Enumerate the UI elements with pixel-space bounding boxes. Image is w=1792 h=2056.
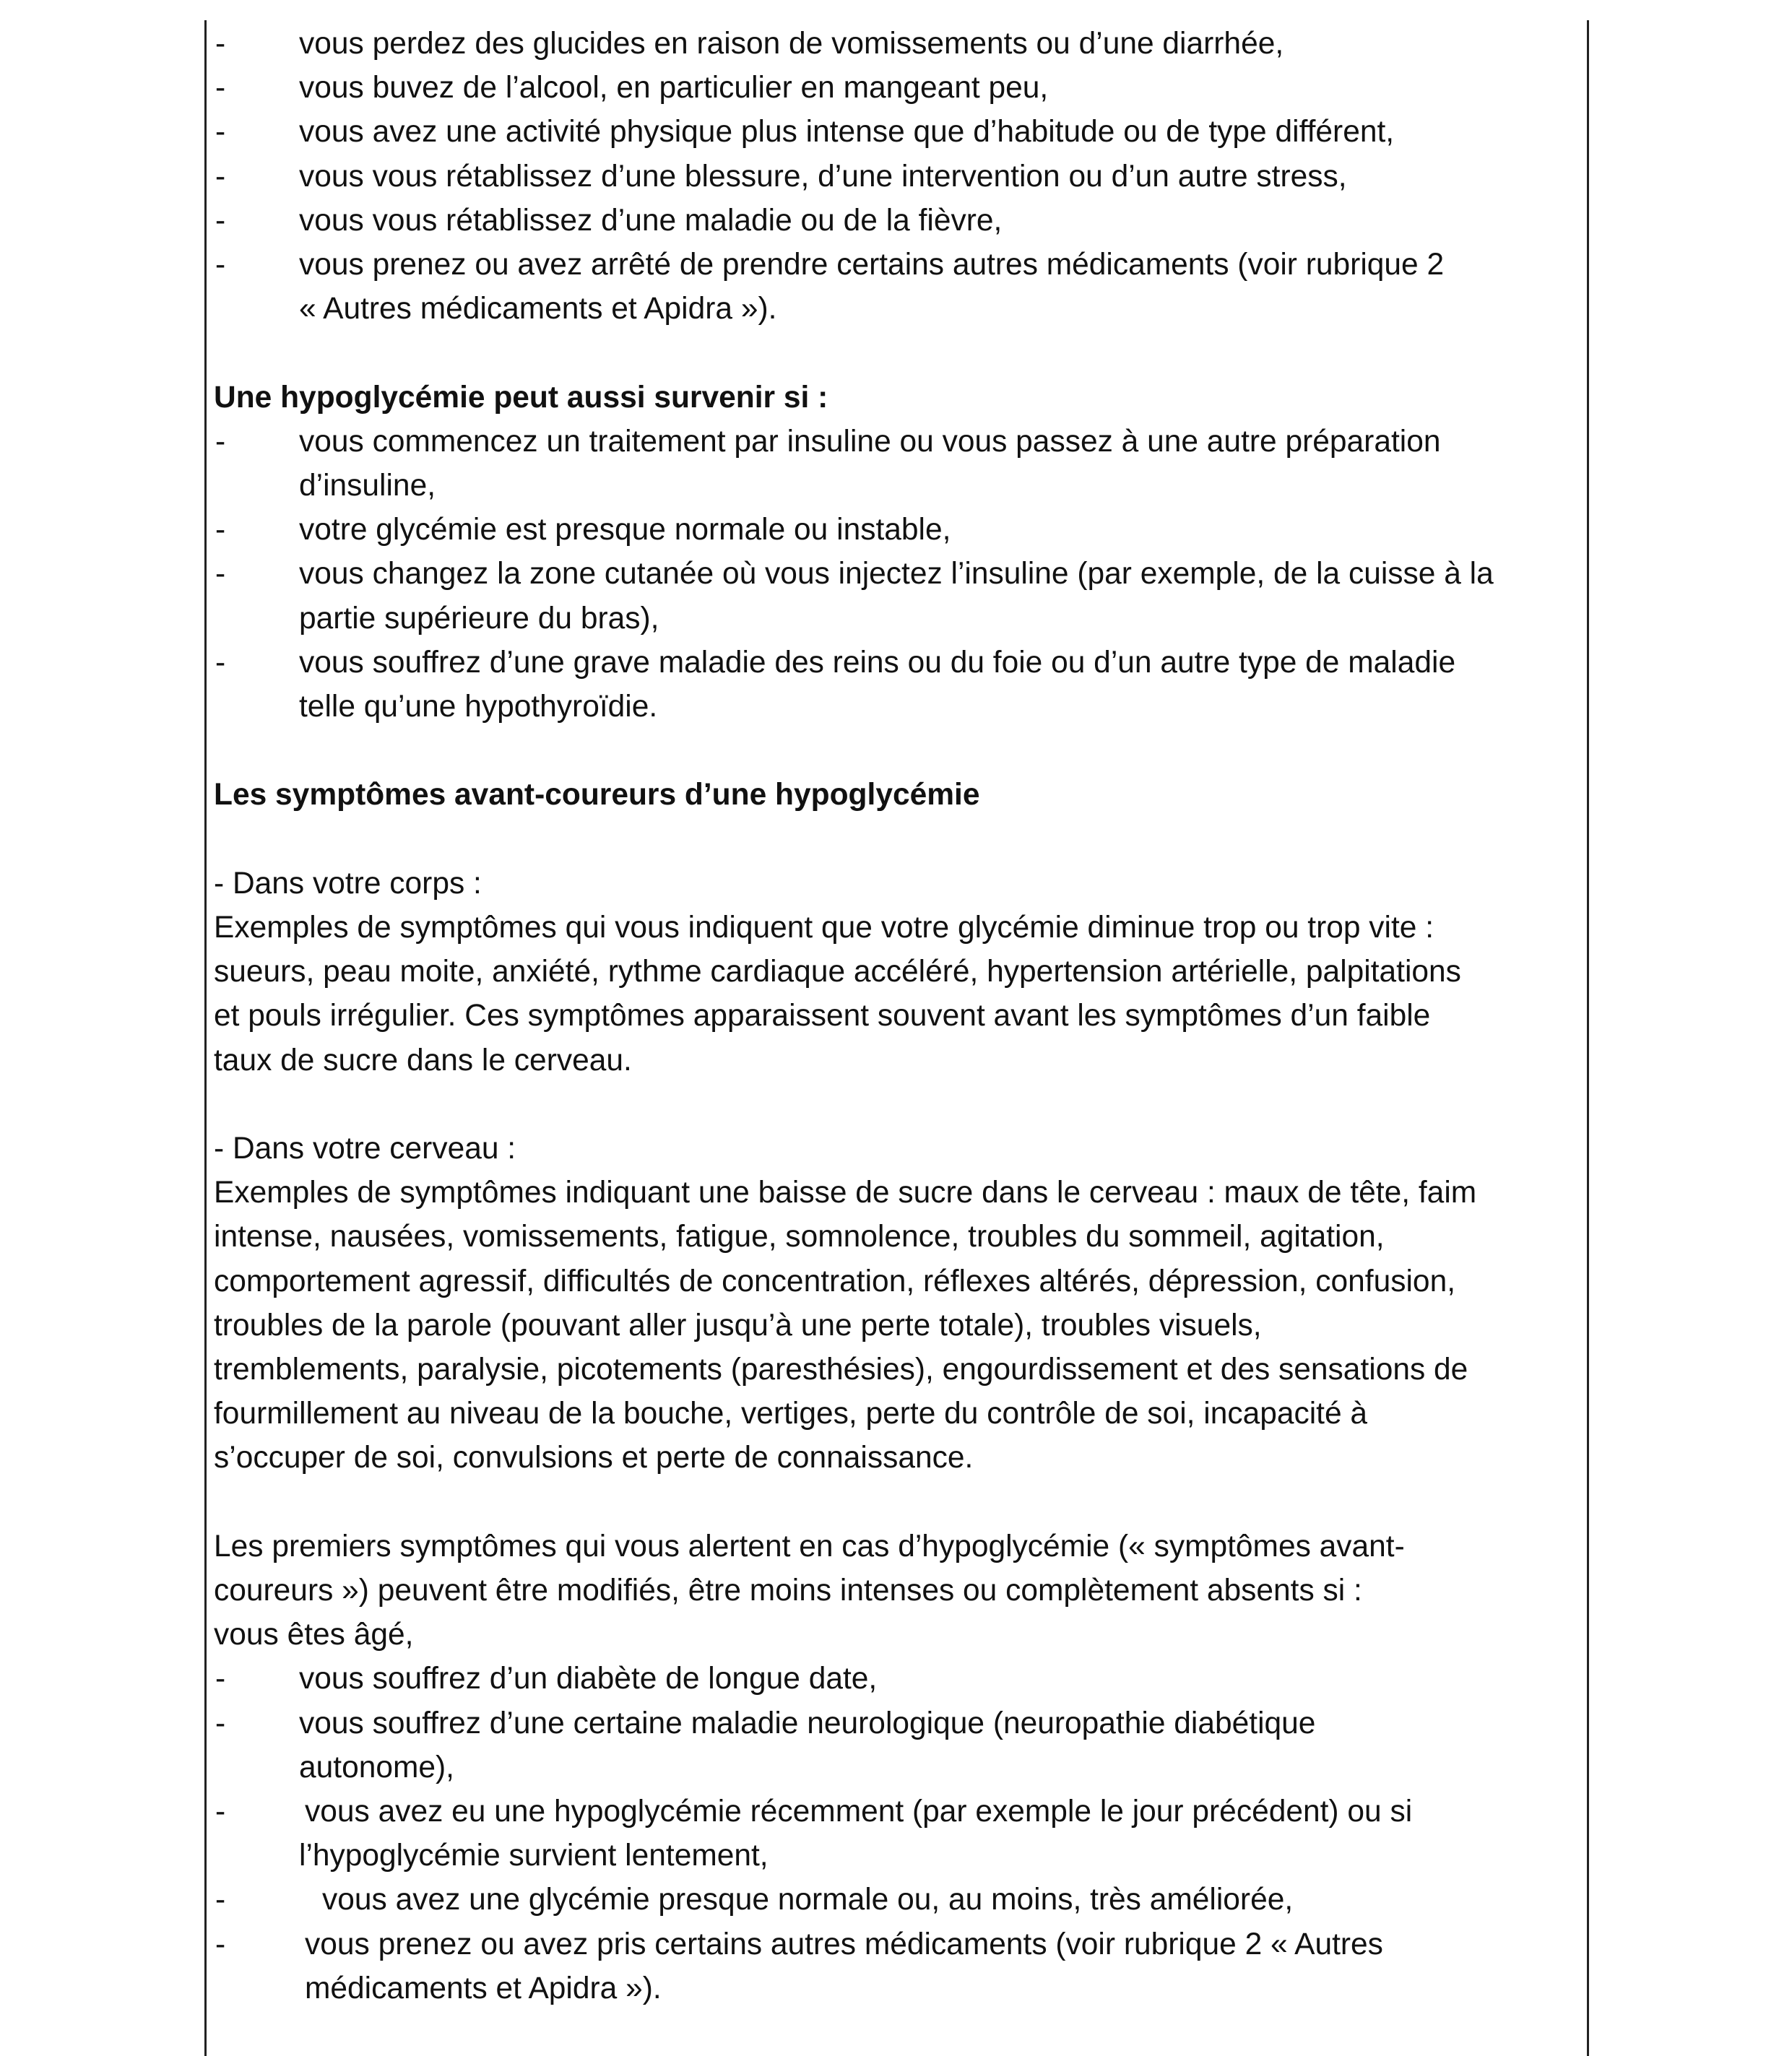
paragraph-line: tremblements, paralysie, picotements (paresthésies), engourdissement et des sensations de — [214, 1353, 1468, 1387]
paragraph-line: - Dans votre corps : — [214, 866, 482, 901]
list-additional-causes — [214, 420, 1583, 729]
list-item-text: vous avez une activité physique plus intense que d’habitude ou de type différent, — [299, 115, 1395, 149]
list-item-text: vous commencez un traitement par insuline ou vous passez à une autre préparation — [299, 424, 1441, 459]
paragraph-line: coureurs ») peuvent être modifiés, être moins intenses ou complètement absents si : — [214, 1574, 1362, 1608]
paragraph-line: s’occuper de soi, convulsions et perte de connaissance. — [214, 1441, 974, 1475]
paragraph-line: troubles de la parole (pouvant aller jusqu’à une perte totale), troubles visuels, — [214, 1308, 1262, 1343]
list-item — [214, 1878, 1583, 1922]
list-item-text: vous avez une glycémie presque normale ou, au moins, très améliorée, — [322, 1883, 1294, 1917]
list-item — [214, 199, 1583, 243]
list-item-text: vous vous rétablissez d’une maladie ou de la fièvre, — [299, 203, 1003, 238]
list-dash: - — [215, 424, 226, 459]
list-dash: - — [215, 203, 226, 238]
list-item — [214, 508, 1583, 552]
list-item — [214, 1657, 1583, 1701]
list-dash: - — [215, 513, 226, 547]
list-item-text: vous souffrez d’un diabète de longue date, — [299, 1662, 878, 1696]
paragraph-body-symptoms — [214, 862, 1583, 1083]
paragraph-line: comportement agressif, difficultés de concentration, réflexes altérés, dépression, confusion, — [214, 1264, 1456, 1298]
list-dash: - — [215, 1662, 226, 1696]
list-dash: - — [215, 1883, 226, 1917]
section-heading: Une hypoglycémie peut aussi survenir si : — [214, 380, 828, 415]
paragraph-line: - Dans votre cerveau : — [214, 1131, 516, 1166]
paragraph-line: Exemples de symptômes qui vous indiquent que votre glycémie diminue trop ou trop vite : — [214, 910, 1434, 945]
paragraph-line: intense, nausées, vomissements, fatigue, somnolence, troubles du sommeil, agitation, — [214, 1220, 1385, 1254]
paragraph-line: sueurs, peau moite, anxiété, rythme cardiaque accéléré, hypertension artérielle, palpitations — [214, 955, 1461, 989]
list-item — [214, 243, 1583, 331]
list-item — [214, 155, 1583, 199]
document-body — [214, 22, 1583, 2011]
list-dash: - — [215, 645, 226, 680]
list-reduced-warning — [214, 1657, 1583, 2011]
list-dash: - — [215, 1927, 226, 1961]
paragraph-warning-signs — [214, 1524, 1583, 1657]
list-item — [214, 110, 1583, 154]
paragraph-line: et pouls irrégulier. Ces symptômes apparaissent souvent avant les symptômes d’un faible — [214, 999, 1431, 1033]
list-dash: - — [215, 557, 226, 591]
list-item — [214, 22, 1583, 66]
list-dash: - — [215, 248, 226, 282]
list-item — [214, 641, 1583, 729]
spacer — [214, 729, 1583, 773]
list-item-text-continued: telle qu’une hypothyroïdie. — [299, 690, 658, 724]
list-dash: - — [215, 27, 226, 61]
list-item-text: vous vous rétablissez d’une blessure, d’une intervention ou d’un autre stress, — [299, 159, 1347, 194]
list-item — [214, 1701, 1583, 1790]
list-item-text-continued: « Autres médicaments et Apidra »). — [299, 292, 777, 326]
list-item-text-continued: autonome), — [299, 1750, 454, 1784]
table-border-right — [1587, 20, 1589, 2056]
list-item-text-continued: médicaments et Apidra »). — [305, 1971, 662, 2005]
list-item-text: vous buvez de l’alcool, en particulier en mangeant peu, — [299, 71, 1049, 105]
spacer — [214, 1480, 1583, 1524]
list-item-text: vous souffrez d’une grave maladie des reins ou du foie ou d’un autre type de maladie — [299, 645, 1456, 680]
list-item — [214, 66, 1583, 110]
list-dash: - — [215, 1795, 226, 1829]
spacer — [214, 817, 1583, 862]
paragraph-line: fourmillement au niveau de la bouche, vertiges, perte du contrôle de soi, incapacité à — [214, 1397, 1368, 1431]
list-item-text: votre glycémie est presque normale ou instable, — [299, 513, 951, 547]
list-item-text: vous changez la zone cutanée où vous injectez l’insuline (par exemple, de la cuisse à la — [299, 557, 1494, 591]
list-item-text-continued: l’hypoglycémie survient lentement, — [299, 1839, 769, 1873]
section-heading: Les symptômes avant-coureurs d’une hypoglycémie — [214, 778, 980, 812]
list-item — [214, 552, 1583, 640]
spacer — [214, 1083, 1583, 1127]
paragraph-line: taux de sucre dans le cerveau. — [214, 1043, 632, 1077]
list-item-text: vous perdez des glucides en raison de vomissements ou d’une diarrhée, — [299, 27, 1284, 61]
list-causes — [214, 22, 1583, 331]
list-item — [214, 1922, 1583, 2011]
paragraph-line: vous êtes âgé, — [214, 1618, 414, 1652]
list-dash: - — [215, 71, 226, 105]
list-item-text-continued: partie supérieure du bras), — [299, 601, 659, 636]
list-item-text: vous prenez ou avez pris certains autres médicaments (voir rubrique 2 « Autres — [305, 1927, 1383, 1961]
list-item — [214, 1790, 1583, 1878]
list-item — [214, 420, 1583, 508]
list-item-text: vous souffrez d’une certaine maladie neurologique (neuropathie diabétique — [299, 1706, 1316, 1740]
list-item-text-continued: d’insuline, — [299, 469, 436, 503]
spacer — [214, 331, 1583, 375]
table-border-left — [204, 20, 207, 2056]
list-item-text: vous prenez ou avez arrêté de prendre certains autres médicaments (voir rubrique 2 — [299, 248, 1445, 282]
list-dash: - — [215, 115, 226, 149]
list-item-text: vous avez eu une hypoglycémie récemment (par exemple le jour précédent) ou si — [305, 1795, 1413, 1829]
paragraph-line: Exemples de symptômes indiquant une baisse de sucre dans le cerveau : maux de tête, faim — [214, 1176, 1477, 1210]
list-dash: - — [215, 1706, 226, 1740]
paragraph-line: Les premiers symptômes qui vous alertent en cas d’hypoglycémie (« symptômes avant- — [214, 1529, 1405, 1563]
list-dash: - — [215, 159, 226, 194]
paragraph-brain-symptoms — [214, 1127, 1583, 1480]
